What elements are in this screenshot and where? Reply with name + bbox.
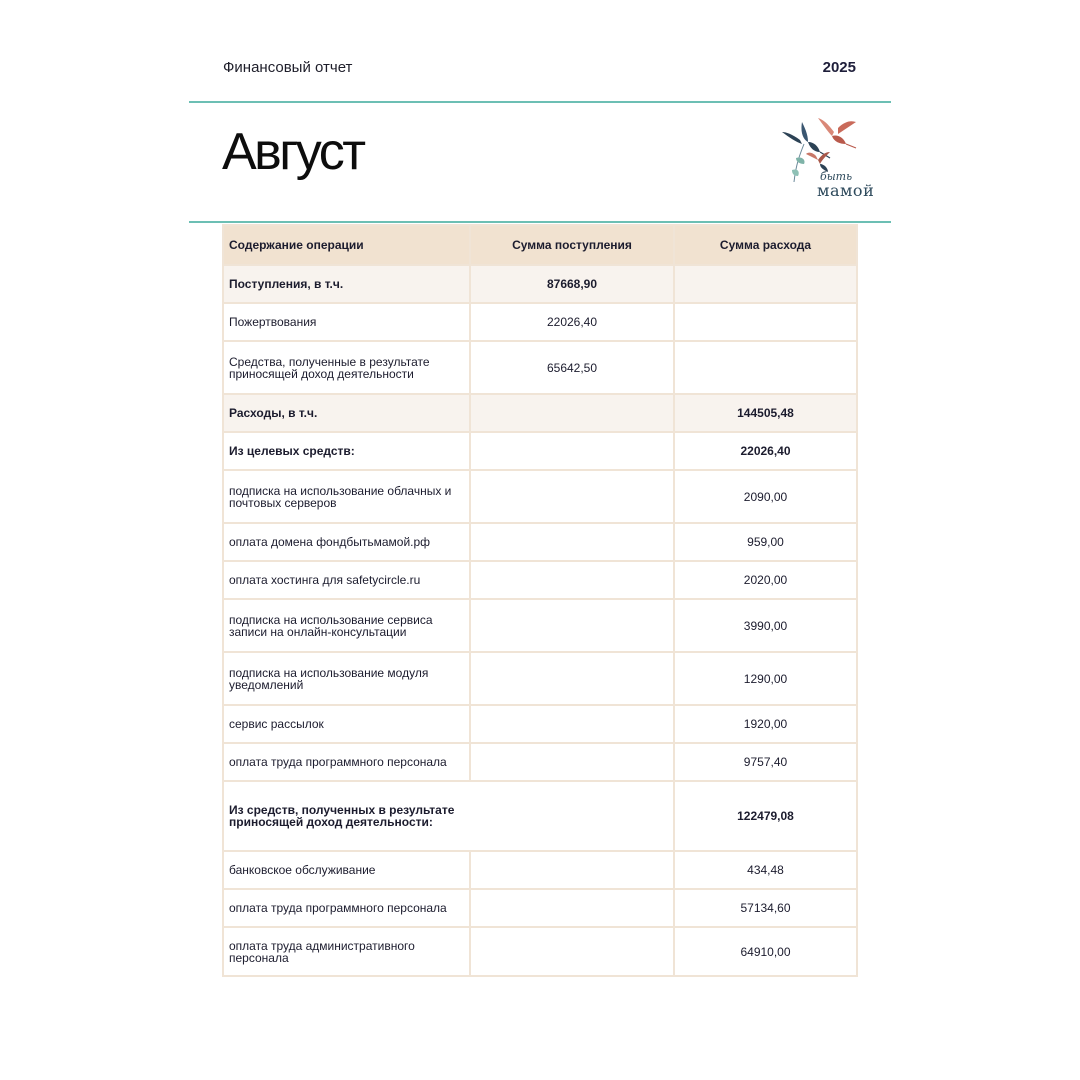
row-income	[470, 599, 674, 652]
row-label: оплата труда программного персонала	[223, 743, 470, 781]
row-income: 22026,40	[470, 303, 674, 341]
table-row	[223, 927, 857, 976]
row-income: 87668,90	[470, 265, 674, 303]
row-expense: 144505,48	[674, 394, 857, 432]
row-expense: 959,00	[674, 523, 857, 561]
table-row	[223, 561, 857, 599]
row-label: оплата домена фондбытьмамой.рф	[223, 523, 470, 561]
table-row	[223, 432, 857, 470]
divider-bottom	[189, 221, 891, 223]
month-heading: Август	[222, 123, 364, 181]
row-label: Из средств, полученных в результате приносящей доход деятельности:	[223, 781, 674, 851]
logo-text-line1: быть	[820, 170, 853, 183]
row-expense: 434,48	[674, 851, 857, 889]
row-income	[470, 432, 674, 470]
row-label: оплата труда программного персонала	[223, 889, 470, 927]
row-income	[470, 705, 674, 743]
column-header-operation: Содержание операции	[223, 225, 470, 265]
row-income	[470, 470, 674, 523]
row-income	[470, 851, 674, 889]
row-expense: 2020,00	[674, 561, 857, 599]
table-row	[223, 303, 857, 341]
row-label: Пожертвования	[223, 303, 470, 341]
report-year: 2025	[822, 59, 856, 76]
table-row	[223, 599, 857, 652]
row-label: Из целевых средств:	[223, 432, 470, 470]
table-header-row	[223, 225, 857, 265]
table-row	[223, 705, 857, 743]
row-income	[470, 561, 674, 599]
row-label: подписка на использование сервиса записи на онлайн-консультации	[223, 599, 470, 652]
column-header-expense: Сумма расхода	[674, 225, 857, 265]
row-label: Средства, полученные в результате приносящей доход деятельности	[223, 341, 470, 394]
row-expense	[674, 303, 857, 341]
row-income	[470, 743, 674, 781]
row-label: оплата труда административного персонала	[223, 927, 470, 976]
row-label: Расходы, в т.ч.	[223, 394, 470, 432]
table-row	[223, 341, 857, 394]
row-label: Поступления, в т.ч.	[223, 265, 470, 303]
row-income	[470, 652, 674, 705]
row-expense: 57134,60	[674, 889, 857, 927]
row-expense: 22026,40	[674, 432, 857, 470]
table-row	[223, 394, 857, 432]
row-expense	[674, 341, 857, 394]
row-income: 65642,50	[470, 341, 674, 394]
row-income	[470, 927, 674, 976]
table-row	[223, 743, 857, 781]
report-title: Финансовый отчет	[223, 59, 353, 76]
row-expense: 64910,00	[674, 927, 857, 976]
row-expense: 2090,00	[674, 470, 857, 523]
row-expense: 3990,00	[674, 599, 857, 652]
row-expense: 1920,00	[674, 705, 857, 743]
row-income	[470, 889, 674, 927]
row-label: сервис рассылок	[223, 705, 470, 743]
row-expense	[674, 265, 857, 303]
divider-top	[189, 101, 891, 103]
table-row	[223, 781, 857, 851]
table-row	[223, 523, 857, 561]
table-row	[223, 652, 857, 705]
row-expense: 9757,40	[674, 743, 857, 781]
row-label: оплата хостинга для safetycircle.ru	[223, 561, 470, 599]
row-expense: 1290,00	[674, 652, 857, 705]
table-row	[223, 851, 857, 889]
row-label: подписка на использование облачных и почтовых серверов	[223, 470, 470, 523]
row-expense: 122479,08	[674, 781, 857, 851]
table-row	[223, 889, 857, 927]
column-header-income: Сумма поступления	[470, 225, 674, 265]
logo-text-line2: мамой	[817, 181, 875, 200]
row-label: подписка на использование модуля уведомлений	[223, 652, 470, 705]
row-income	[470, 394, 674, 432]
row-label: банковское обслуживание	[223, 851, 470, 889]
row-income	[470, 523, 674, 561]
table-row	[223, 265, 857, 303]
table-row	[223, 470, 857, 523]
finance-table	[222, 224, 858, 977]
